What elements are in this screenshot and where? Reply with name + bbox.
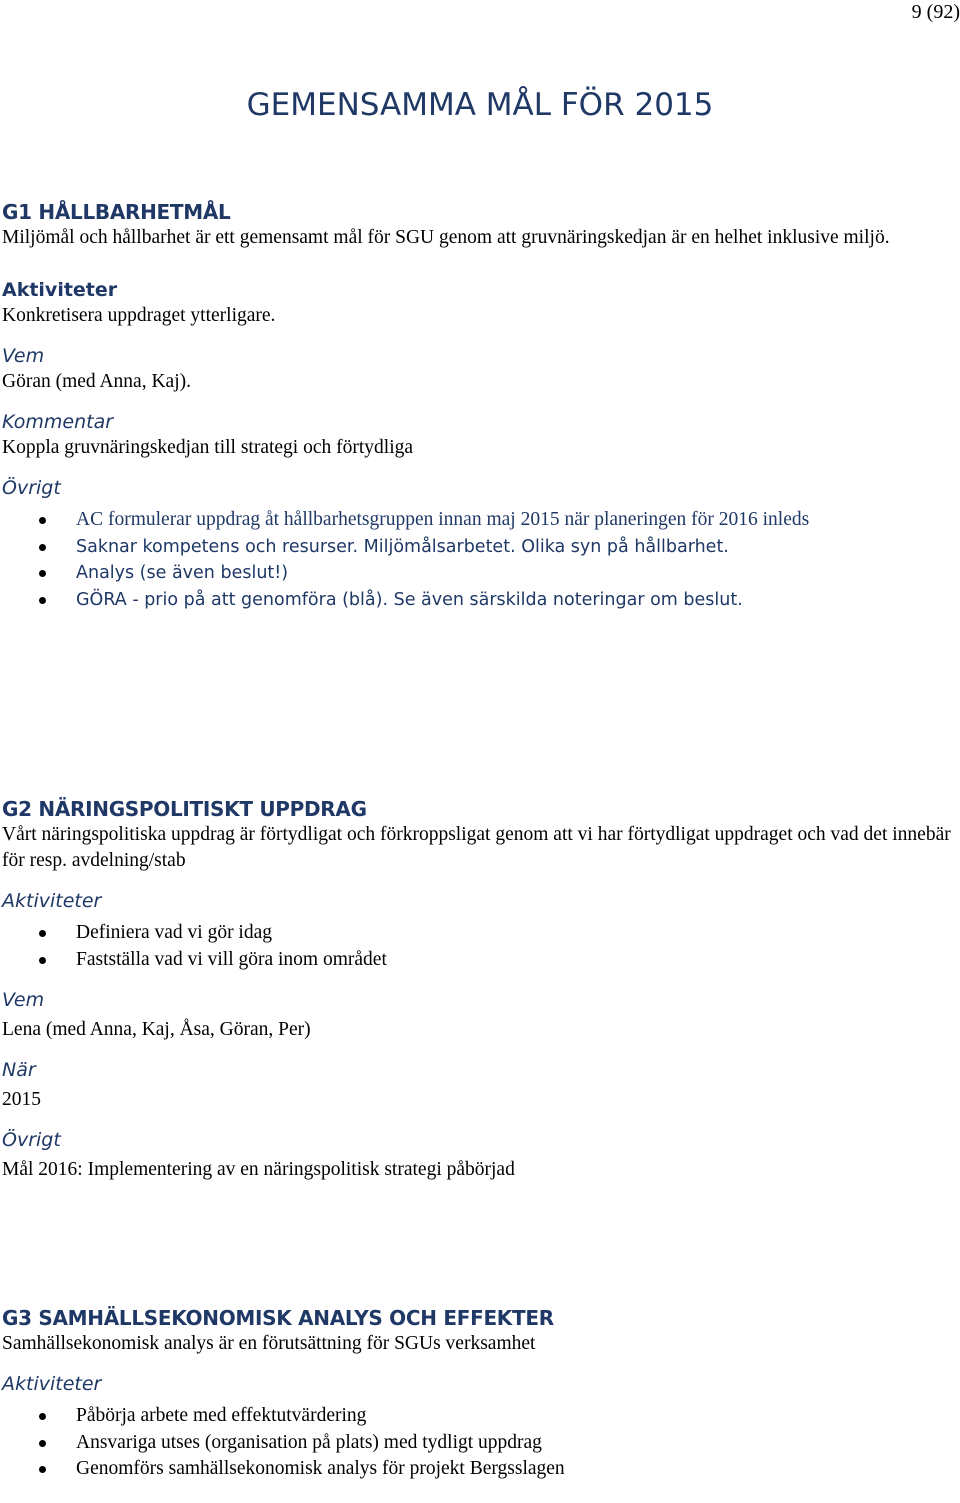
nar-text: 2015 [2,1089,41,1110]
aktiviteter-label: Aktiviteter [2,1373,102,1395]
aktiviteter-list [2,920,957,973]
bullet-icon [39,957,46,964]
vem-label: Vem [2,345,45,367]
bullet-icon [39,517,46,524]
bullet-icon [39,930,46,937]
aktiviteter-text: Konkretisera uppdraget ytterligare. [2,305,276,326]
vem-label: Vem [2,989,45,1011]
bullet-icon [39,1466,46,1473]
ovrigt-label: Övrigt [2,1129,61,1151]
bullet-icon [39,1440,46,1447]
page-title: GEMENSAMMA MÅL FÖR 2015 [246,87,714,123]
list-item: Fastställa vad vi vill göra inom området [2,947,957,974]
bullet-icon [39,597,46,604]
aktiviteter-label: Aktiviteter [2,890,102,912]
section-description: Miljömål och hållbarhet är ett gemensamt mål för SGU genom att gruvnäringskedjan är en helhet inklusive miljö. [2,227,890,248]
list-item: Ansvariga utses (organisation på plats) med tydligt uppdrag [2,1430,957,1457]
list-item: Analys (se även beslut!) [2,560,957,587]
bullet-icon [39,1413,46,1420]
ovrigt-text: Mål 2016: Implementering av en näringspolitisk strategi påbörjad [2,1159,515,1180]
vem-text: Göran (med Anna, Kaj). [2,371,191,392]
list-item: Genomförs samhällsekonomisk analys för projekt Bergsslagen [2,1456,957,1483]
aktiviteter-list [2,1403,957,1483]
section-g3 [2,1305,957,1483]
kommentar-label: Kommentar [2,411,114,433]
section-heading: G3 SAMHÄLLSEKONOMISK ANALYS OCH EFFEKTER [2,1306,554,1330]
ovrigt-list [2,507,957,613]
bullet-icon [39,544,46,551]
section-g1 [2,199,957,613]
ovrigt-label: Övrigt [2,477,61,499]
section-heading: G1 HÅLLBARHETMÅL [2,200,231,224]
list-item: GÖRA - prio på att genomföra (blå). Se även särskilda noteringar om beslut. [2,587,957,614]
aktiviteter-label: Aktiviteter [2,279,118,301]
list-item: Saknar kompetens och resurser. Miljömålsarbetet. Olika syn på hållbarhet. [2,534,957,561]
list-item: Påbörja arbete med effektutvärdering [2,1403,957,1430]
list-item: Definiera vad vi gör idag [2,920,957,947]
page-number: 9 (92) [911,1,960,23]
kommentar-text: Koppla gruvnäringskedjan till strategi och förtydliga [2,437,414,458]
section-heading: G2 NÄRINGSPOLITISKT UPPDRAG [2,797,367,821]
nar-label: När [2,1059,36,1081]
bullet-icon [39,570,46,577]
section-description: Samhällsekonomisk analys är en förutsättning för SGUs verksamhet [2,1333,536,1354]
vem-text: Lena (med Anna, Kaj, Åsa, Göran, Per) [2,1019,311,1040]
list-item: AC formulerar uppdrag åt hållbarhetsgruppen innan maj 2015 när planeringen för 2016 inleds [2,507,957,534]
section-description: Vårt näringspolitiska uppdrag är förtydligat och förkroppsligat genom att vi har förtydligat uppdraget och vad det innebär för resp. avdelning/stab [2,824,951,871]
section-g2 [2,796,957,1183]
